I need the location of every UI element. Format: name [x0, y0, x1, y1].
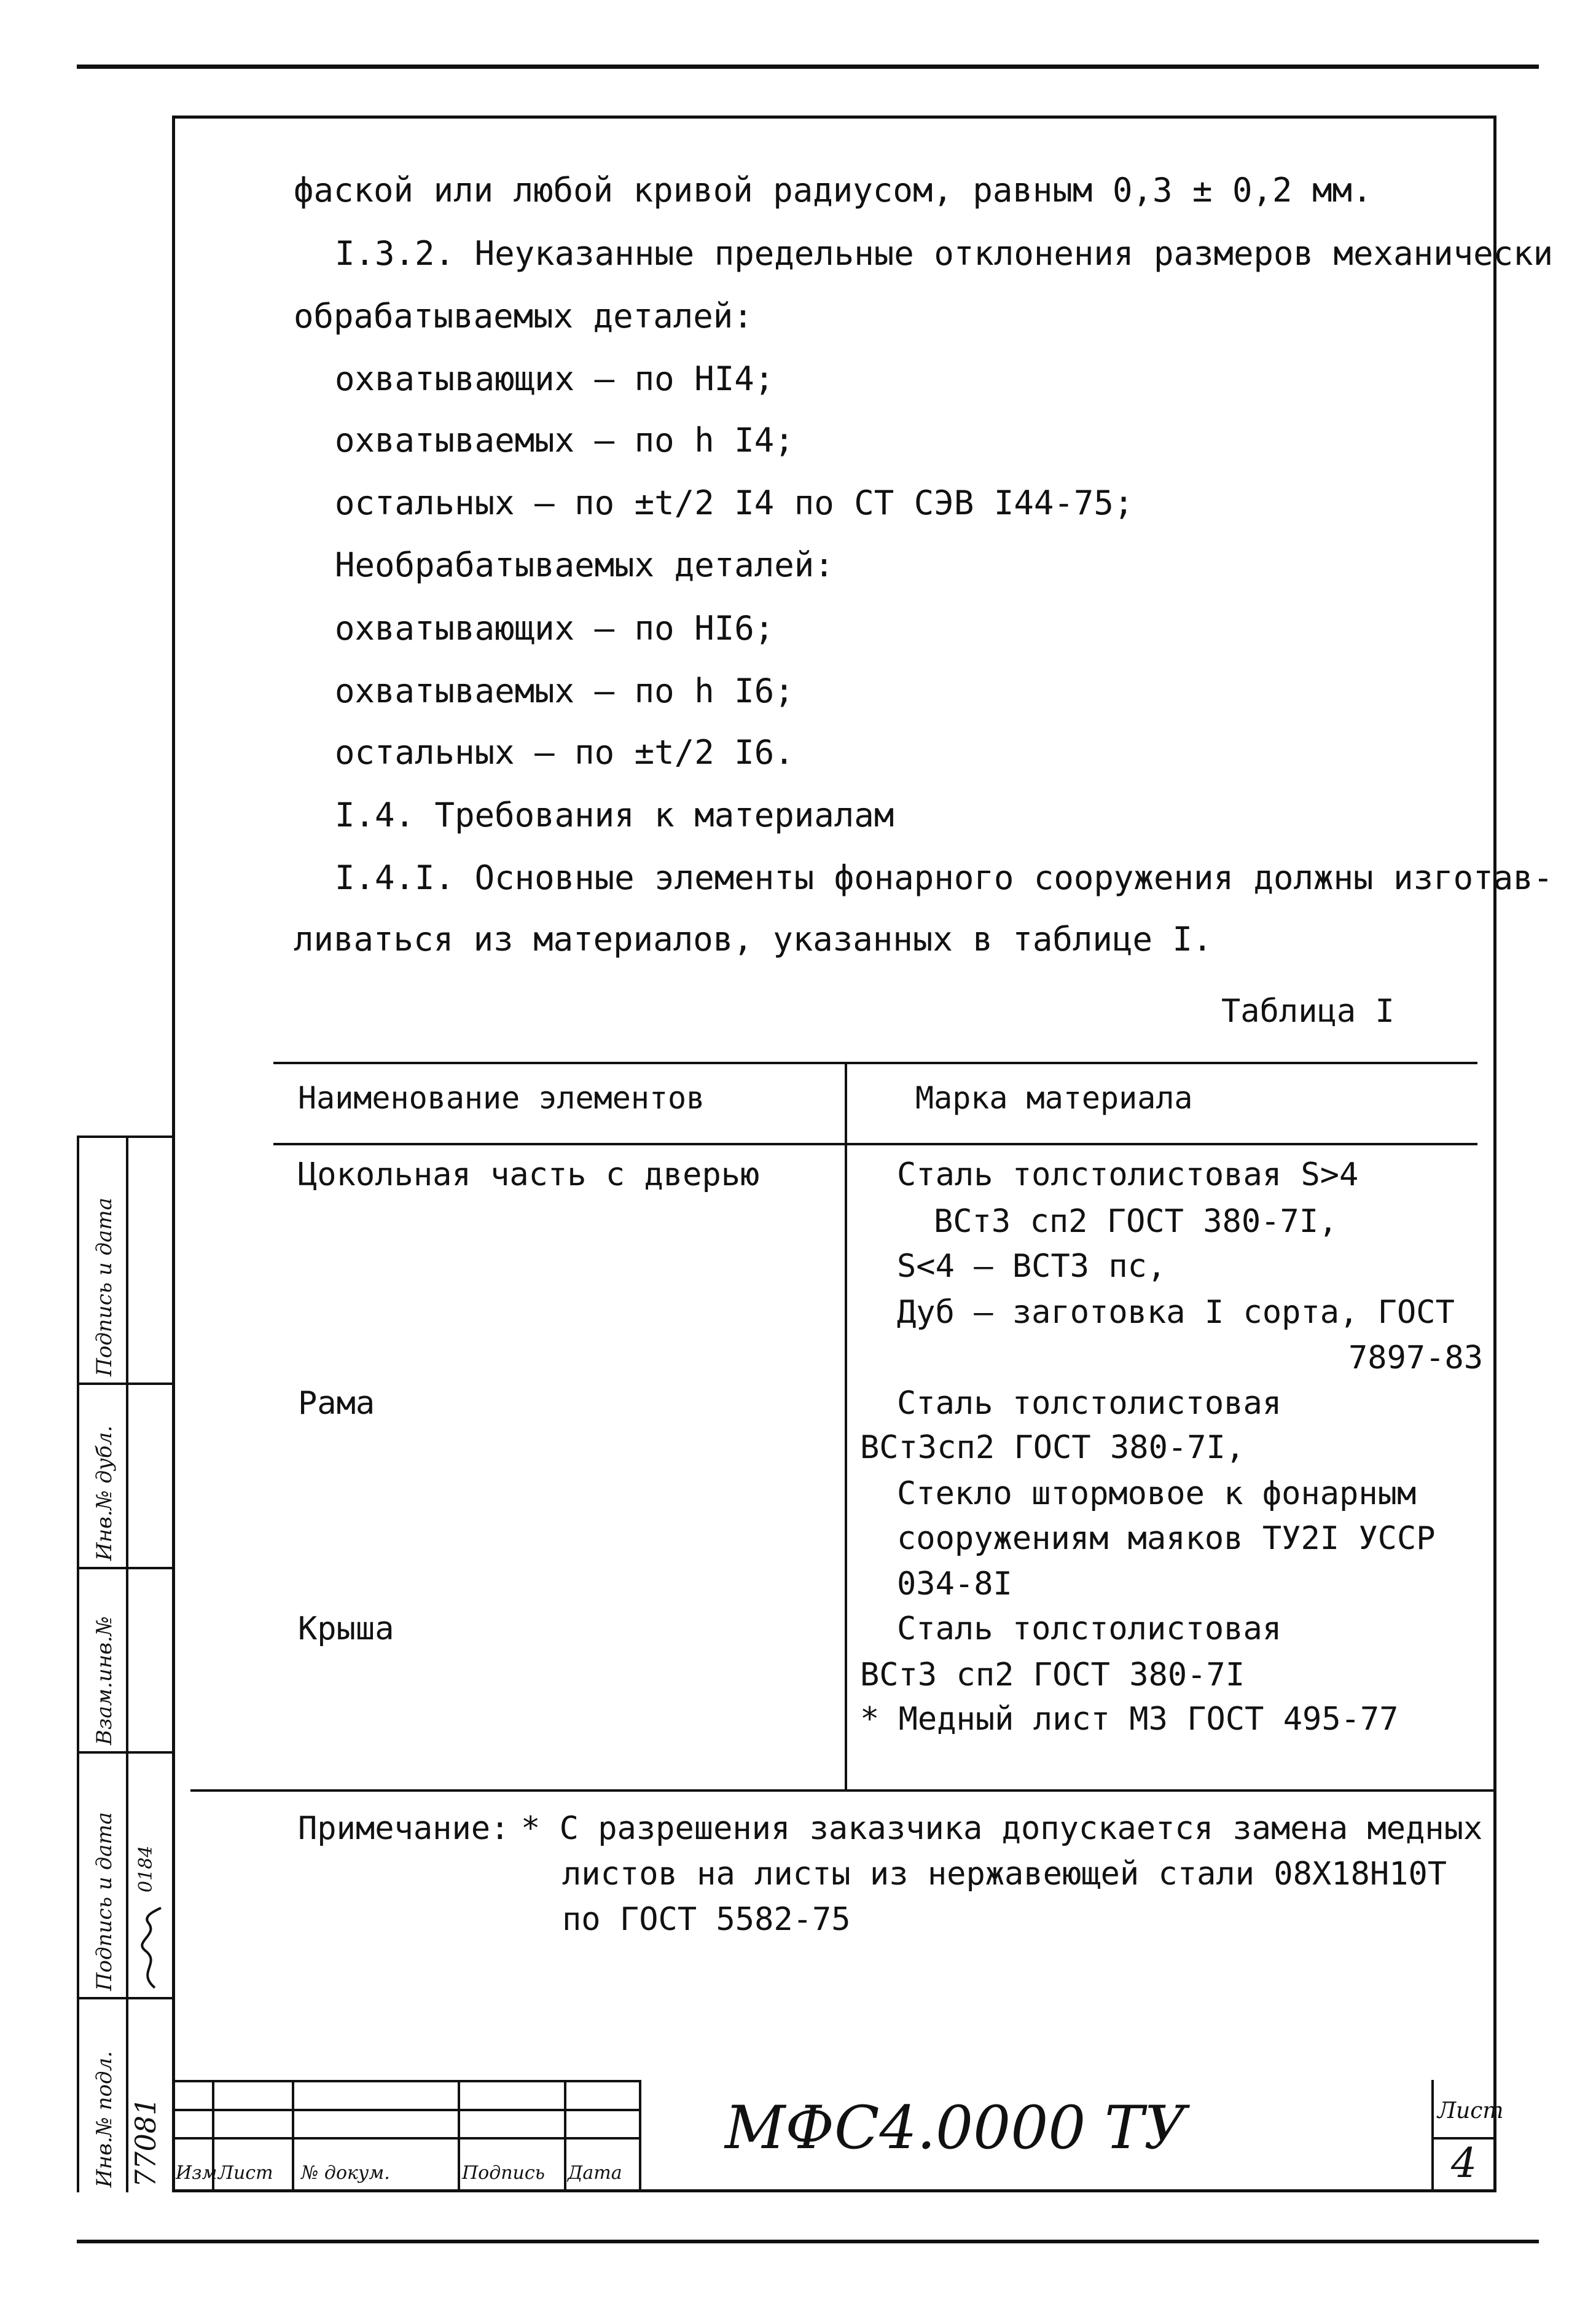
stamp-col-sign: Подпись [462, 2162, 546, 2184]
margin-rule-4 [77, 1751, 172, 1754]
stamp-col-3 [458, 2080, 460, 2192]
stamp-rule-2 [172, 2109, 639, 2111]
table-top-rule [273, 1062, 1477, 1064]
margin-strip-left [77, 1136, 79, 2192]
row-2-material-4: сооружениям маяков ТУ2I УССР [897, 1520, 1436, 1557]
margin-rule-2 [77, 1383, 172, 1385]
stamp-sheet-divider [1431, 2080, 1434, 2192]
row-1-name: Цокольная часть с дверью [298, 1156, 760, 1193]
note-line-2: листов на листы из нержавеющей стали 08Х18Н10Т [562, 1856, 1447, 1893]
stamp-col-list: Лист [218, 2162, 273, 2184]
row-3-material-2: ВСт3 сп2 ГОСТ 380-7I [860, 1657, 1245, 1693]
body-line-6: остальных – по ±t/2 I4 по СТ СЭВ I44-75; [335, 484, 1134, 522]
row-2-name: Рама [298, 1385, 375, 1422]
stamp-col-izm: Изм [176, 2162, 217, 2184]
row-1-material-5: 7897-83 [1348, 1339, 1484, 1376]
section-heading: I.4. Требования к материалам [335, 796, 894, 834]
stamp-rule-1 [172, 2080, 639, 2082]
margin-sign-date: 0184 [135, 1845, 157, 1893]
body-line-12: I.4.I. Основные элементы фонарного сооружения должны изготав- [335, 858, 1554, 897]
margin-rule-5 [77, 1997, 172, 1999]
stamp-col-date: Дата [568, 2162, 622, 2184]
signature-mark [130, 1905, 170, 1991]
body-line-4: охватывающих – по HI4; [335, 359, 775, 398]
body-line-1: фаской или любой кривой радиусом, равным 0,3 ± 0,2 мм. [294, 171, 1372, 210]
body-line-8: охватывающих – по HI6; [335, 609, 775, 648]
top-rule [77, 65, 1539, 69]
note-label: Примечание: [298, 1810, 510, 1847]
body-line-5: охватываемых – по h I4; [335, 421, 794, 460]
row-2-material-5: 034-8I [897, 1566, 1012, 1602]
doc-code: МФС4.0000 ТУ [725, 2093, 1187, 2162]
row-2-material-3: Стекло штормовое к фонарным [897, 1475, 1417, 1512]
row-3-material-1: Сталь толстолистовая [897, 1610, 1282, 1647]
row-1-material-2: ВСт3 сп2 ГОСТ 380-7I, [934, 1203, 1338, 1240]
margin-podp-data-1: Подпись и дата [92, 1812, 117, 1991]
stamp-rule-3 [172, 2137, 639, 2140]
row-3-material-3: * Медный лист М3 ГОСТ 495-77 [860, 1701, 1399, 1738]
margin-inv-number: 77081 [129, 2097, 162, 2187]
row-1-material-4: Дуб – заготовка I сорта, ГОСТ [897, 1294, 1455, 1331]
margin-inv-podl: Инв.№ подл. [92, 2051, 117, 2187]
stamp-col-5 [639, 2080, 641, 2192]
body-line-13: ливаться из материалов, указанных в таблице I. [294, 920, 1213, 959]
row-1-material-1: Сталь толстолистовая S>4 [897, 1156, 1359, 1193]
row-2-material-2: ВСт3сп2 ГОСТ 380-7I, [860, 1429, 1245, 1466]
body-line-7: Необрабатываемых деталей: [335, 546, 834, 584]
stamp-col-doc: № докум. [301, 2162, 390, 2184]
bottom-rule [77, 2240, 1539, 2243]
sheet-number: 4 [1451, 2140, 1477, 2187]
margin-vzam: Взам.инв.№ [92, 1616, 117, 1745]
table-header-material: Марка материала [915, 1080, 1193, 1116]
body-line-10: остальных – по ±t/2 I6. [335, 733, 794, 772]
table-header-name: Наименование элементов [298, 1080, 705, 1116]
table-bottom-rule [190, 1789, 1496, 1792]
table-column-divider [845, 1062, 847, 1790]
margin-inv-dubl: Инв.№ дубл. [92, 1425, 117, 1561]
note-line-3: по ГОСТ 5582-75 [562, 1901, 851, 1938]
stamp-col-4 [564, 2080, 566, 2192]
body-line-3: обрабатываемых деталей: [294, 297, 753, 335]
table-header-rule [273, 1143, 1477, 1145]
table-caption: Таблица I [1221, 993, 1395, 1030]
row-2-material-1: Сталь толстолистовая [897, 1385, 1282, 1422]
body-line-9: охватываемых – по h I6; [335, 672, 794, 710]
margin-strip-divider [126, 1136, 128, 2192]
row-3-name: Крыша [298, 1610, 394, 1647]
stamp-col-2 [292, 2080, 294, 2192]
margin-podp-data-2: Подпись и дата [92, 1198, 117, 1376]
margin-rule-1 [77, 1136, 172, 1138]
margin-rule-3 [77, 1567, 172, 1569]
body-line-2: I.3.2. Неуказанные предельные отклонения размеров механически [335, 234, 1554, 273]
row-1-material-3: S<4 – ВСТ3 пс, [897, 1248, 1167, 1285]
sheet-label: Лист [1438, 2098, 1504, 2124]
note-line-1: * С разрешения заказчика допускается замена медных [521, 1810, 1483, 1847]
